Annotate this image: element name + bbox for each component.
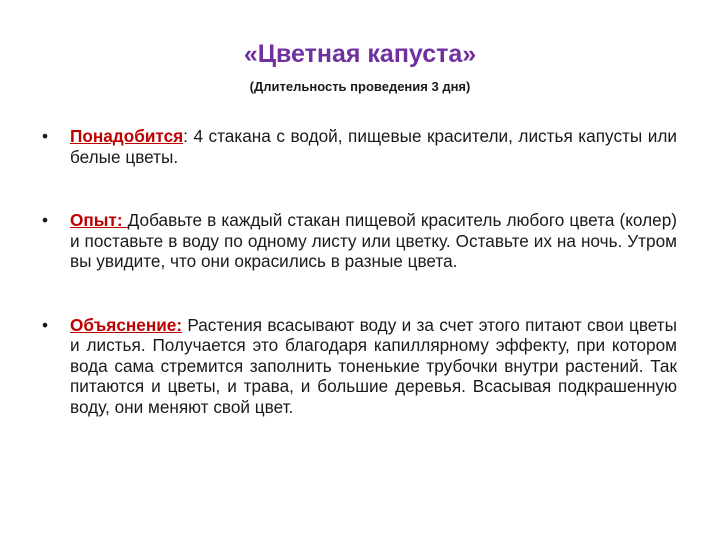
bullet-icon: • bbox=[42, 210, 49, 230]
bullet-list bbox=[40, 126, 677, 417]
item-lead-experiment: Опыт: bbox=[70, 210, 128, 230]
item-lead-explanation: Объяснение: bbox=[70, 314, 183, 335]
item-text-experiment: Добавьте в каждый стакан пищевой краситель любого цвета (колер) и поставьте в воду по одному листу или цветку. Оставьте их на ночь. Утром вы увидите, что они окрасились в разные цвета. bbox=[70, 210, 677, 271]
item-text-materials: : 4 стакана с водой, пищевые красители, листья капусты или белые цветы. bbox=[70, 126, 677, 167]
list-item-experiment bbox=[40, 210, 677, 272]
item-lead-materials: Понадобится bbox=[70, 126, 184, 146]
list-item-explanation bbox=[40, 315, 677, 418]
item-text-explanation: Растения всасывают воду и за счет этого питают свои цветы и листья. Получается это благодаря капиллярному эффекту, при котором вода сама стремится заполнить тоненькие трубочки внутри растений. Так питаются и цветы, и трава, и большие деревья. Всасывая подкрашенную воду, они меняют свой цвет. bbox=[70, 314, 677, 417]
list-item-materials bbox=[40, 126, 677, 167]
bullet-icon: • bbox=[42, 314, 49, 335]
slide-title: «Цветная капуста» bbox=[243, 40, 477, 68]
slide-subtitle: (Длительность проведения 3 дня) bbox=[249, 79, 471, 94]
bullet-icon: • bbox=[42, 126, 49, 146]
